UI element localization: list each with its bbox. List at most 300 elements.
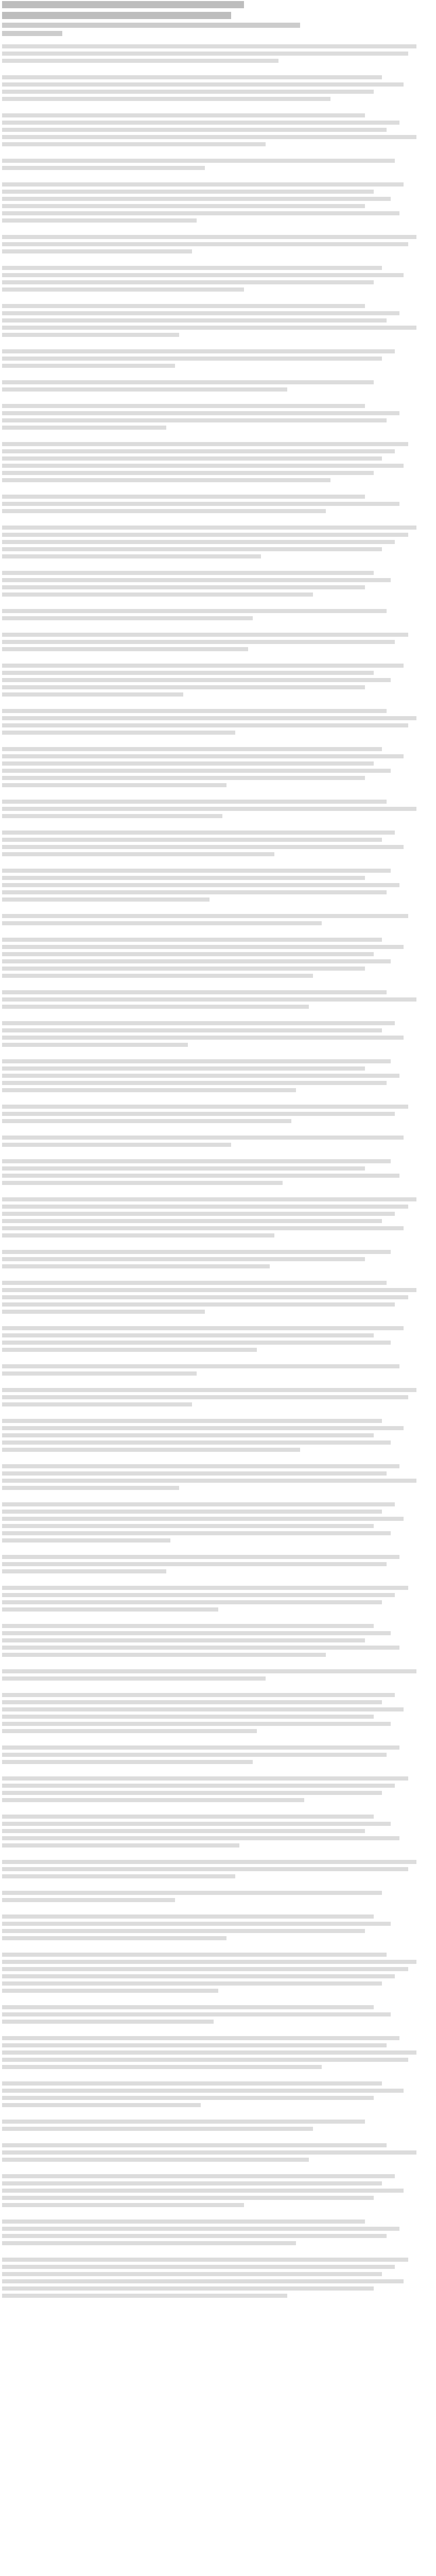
paragraph-placeholder: [2, 349, 434, 368]
text-line-placeholder: [2, 2241, 296, 2245]
paragraph-placeholder: [2, 1624, 434, 1657]
text-line-placeholder: [2, 1402, 192, 1406]
text-line-placeholder: [2, 1395, 408, 1399]
text-line-placeholder: [2, 1936, 226, 1940]
text-line-placeholder: [2, 2174, 395, 2178]
text-line-placeholder: [2, 333, 179, 337]
paragraph-placeholder: [2, 2219, 434, 2245]
paragraph-placeholder: [2, 914, 434, 925]
text-line-placeholder: [2, 2043, 387, 2047]
paragraph-placeholder: [2, 1250, 434, 1268]
text-line-placeholder: [2, 2279, 404, 2283]
text-line-placeholder: [2, 1784, 395, 1788]
text-line-placeholder: [2, 571, 374, 575]
paragraph-placeholder: [2, 1419, 434, 1452]
text-line-placeholder: [2, 869, 391, 873]
text-line-placeholder: [2, 1502, 395, 1506]
title-placeholder-line: [2, 12, 231, 19]
text-line-placeholder: [2, 692, 183, 697]
text-line-placeholder: [2, 2096, 374, 2100]
paragraph-placeholder: [2, 571, 434, 597]
subtitle-placeholder-line: [2, 31, 62, 36]
paragraph-placeholder: [2, 266, 434, 292]
paragraph-placeholder: [2, 526, 434, 558]
paragraph-placeholder: [2, 1159, 434, 1185]
paragraph-placeholder: [2, 1364, 434, 1376]
paragraph-placeholder: [2, 664, 434, 697]
text-line-placeholder: [2, 456, 382, 461]
paragraph-placeholder: [2, 2174, 434, 2207]
text-line-placeholder: [2, 633, 408, 637]
text-line-placeholder: [2, 59, 278, 63]
text-line-placeholder: [2, 852, 274, 856]
text-line-placeholder: [2, 897, 210, 902]
paragraph-placeholder: [2, 633, 434, 651]
article-body-placeholder: [2, 44, 434, 2576]
text-line-placeholder: [2, 2219, 365, 2224]
paragraph-placeholder: [2, 869, 434, 902]
text-line-placeholder: [2, 997, 416, 1002]
paragraph-placeholder: [2, 1693, 434, 1733]
text-line-placeholder: [2, 1981, 382, 1986]
text-line-placeholder: [2, 2143, 387, 2147]
text-line-placeholder: [2, 502, 399, 506]
text-line-placeholder: [2, 1197, 416, 1201]
text-line-placeholder: [2, 2158, 309, 2162]
text-line-placeholder: [2, 776, 365, 780]
text-line-placeholder: [2, 1815, 374, 1819]
text-line-placeholder: [2, 1953, 387, 1957]
text-line-placeholder: [2, 1914, 374, 1919]
title-placeholder-line: [2, 1, 244, 8]
paragraph-placeholder: [2, 442, 434, 482]
text-line-placeholder: [2, 242, 408, 246]
text-line-placeholder: [2, 1426, 404, 1430]
text-line-placeholder: [2, 1836, 399, 1840]
text-line-placeholder: [2, 478, 330, 482]
text-line-placeholder: [2, 266, 382, 270]
text-line-placeholder: [2, 1143, 231, 1147]
text-line-placeholder: [2, 800, 387, 804]
paragraph-placeholder: [2, 1281, 434, 1314]
paragraph-placeholder: [2, 1586, 434, 1612]
paragraph-placeholder: [2, 831, 434, 856]
text-line-placeholder: [2, 2272, 382, 2276]
text-line-placeholder: [2, 1364, 399, 1368]
paragraph-placeholder: [2, 2143, 434, 2162]
text-line-placeholder: [2, 287, 244, 292]
text-line-placeholder: [2, 731, 235, 735]
text-line-placeholder: [2, 716, 416, 720]
text-line-placeholder: [2, 44, 416, 48]
text-line-placeholder: [2, 90, 374, 94]
text-line-placeholder: [2, 1929, 365, 1933]
subtitle-placeholder-line: [2, 23, 300, 28]
text-line-placeholder: [2, 1874, 235, 1878]
text-line-placeholder: [2, 754, 404, 758]
text-line-placeholder: [2, 1288, 416, 1292]
text-line-placeholder: [2, 1693, 395, 1697]
text-line-placeholder: [2, 1136, 404, 1140]
text-line-placeholder: [2, 1326, 404, 1330]
text-line-placeholder: [2, 357, 382, 361]
text-line-placeholder: [2, 1829, 365, 1833]
text-line-placeholder: [2, 1219, 382, 1223]
text-line-placeholder: [2, 845, 404, 849]
text-line-placeholder: [2, 1448, 300, 1452]
text-line-placeholder: [2, 218, 197, 223]
text-line-placeholder: [2, 211, 399, 215]
text-line-placeholder: [2, 404, 365, 408]
text-line-placeholder: [2, 1181, 283, 1185]
text-line-placeholder: [2, 1074, 399, 1078]
text-line-placeholder: [2, 1898, 175, 1902]
text-line-placeholder: [2, 1760, 253, 1764]
text-line-placeholder: [2, 1729, 257, 1733]
text-line-placeholder: [2, 747, 382, 751]
text-line-placeholder: [2, 1586, 408, 1590]
text-line-placeholder: [2, 1607, 218, 1612]
text-line-placeholder: [2, 1174, 399, 1178]
text-line-placeholder: [2, 1005, 309, 1009]
text-line-placeholder: [2, 1088, 296, 1092]
text-line-placeholder: [2, 990, 387, 994]
text-line-placeholder: [2, 1922, 391, 1926]
text-line-placeholder: [2, 1676, 266, 1681]
text-line-placeholder: [2, 2150, 416, 2155]
text-line-placeholder: [2, 442, 408, 446]
paragraph-placeholder: [2, 304, 434, 337]
text-line-placeholder: [2, 1653, 326, 1657]
paragraph-placeholder: [2, 1197, 434, 1238]
text-line-placeholder: [2, 664, 404, 668]
text-line-placeholder: [2, 1250, 391, 1254]
text-line-placeholder: [2, 426, 166, 430]
text-line-placeholder: [2, 273, 404, 277]
text-line-placeholder: [2, 387, 287, 392]
text-line-placeholder: [2, 814, 222, 818]
text-line-placeholder: [2, 1722, 391, 1726]
text-line-placeholder: [2, 914, 408, 918]
text-line-placeholder: [2, 2012, 391, 2016]
text-line-placeholder: [2, 723, 408, 727]
text-line-placeholder: [2, 197, 391, 201]
text-line-placeholder: [2, 890, 387, 894]
text-line-placeholder: [2, 883, 399, 887]
text-line-placeholder: [2, 135, 416, 139]
text-line-placeholder: [2, 1348, 257, 1352]
text-line-placeholder: [2, 2103, 201, 2107]
text-line-placeholder: [2, 554, 261, 558]
text-line-placeholder: [2, 128, 387, 132]
text-line-placeholder: [2, 1388, 416, 1392]
paragraph-placeholder: [2, 609, 434, 620]
paragraph-placeholder: [2, 1326, 434, 1352]
paragraph-placeholder: [2, 1776, 434, 1802]
text-line-placeholder: [2, 2020, 214, 2024]
text-line-placeholder: [2, 1226, 404, 1230]
paragraph-placeholder: [2, 1815, 434, 1848]
text-line-placeholder: [2, 1562, 387, 1566]
text-line-placeholder: [2, 411, 399, 415]
text-line-placeholder: [2, 1112, 395, 1116]
text-line-placeholder: [2, 578, 391, 582]
text-line-placeholder: [2, 1860, 416, 1864]
text-line-placeholder: [2, 1371, 197, 1376]
text-line-placeholder: [2, 190, 374, 194]
text-line-placeholder: [2, 709, 387, 713]
text-line-placeholder: [2, 235, 416, 239]
paragraph-placeholder: [2, 1669, 434, 1681]
text-line-placeholder: [2, 533, 408, 537]
text-line-placeholder: [2, 449, 395, 453]
paragraph-placeholder: [2, 159, 434, 170]
text-line-placeholder: [2, 2089, 404, 2093]
text-line-placeholder: [2, 318, 387, 323]
paragraph-placeholder: [2, 495, 434, 513]
text-line-placeholder: [2, 1960, 416, 1964]
text-line-placeholder: [2, 1081, 387, 1085]
paragraph-placeholder: [2, 1464, 434, 1490]
paragraph-placeholder: [2, 2036, 434, 2069]
text-line-placeholder: [2, 52, 408, 56]
text-line-placeholder: [2, 921, 322, 925]
text-line-placeholder: [2, 326, 416, 330]
text-line-placeholder: [2, 1166, 365, 1171]
text-line-placeholder: [2, 2065, 322, 2069]
text-line-placeholder: [2, 2005, 374, 2009]
text-line-placeholder: [2, 159, 395, 163]
text-line-placeholder: [2, 1257, 365, 1261]
text-line-placeholder: [2, 1043, 188, 1047]
text-line-placeholder: [2, 1646, 399, 1650]
text-line-placeholder: [2, 1464, 399, 1468]
paragraph-placeholder: [2, 235, 434, 253]
text-line-placeholder: [2, 2181, 382, 2185]
paragraph-placeholder: [2, 1388, 434, 1406]
text-line-placeholder: [2, 1669, 416, 1673]
paragraph-placeholder: [2, 2005, 434, 2024]
text-line-placeholder: [2, 1715, 374, 1719]
text-line-placeholder: [2, 761, 374, 766]
text-line-placeholder: [2, 2203, 244, 2207]
text-line-placeholder: [2, 1700, 382, 1704]
paragraph-placeholder: [2, 1021, 434, 1047]
text-line-placeholder: [2, 876, 365, 880]
paragraph-placeholder: [2, 2120, 434, 2131]
text-line-placeholder: [2, 1471, 387, 1476]
paragraph-placeholder: [2, 1745, 434, 1764]
paragraph-placeholder: [2, 44, 434, 63]
text-line-placeholder: [2, 349, 395, 353]
text-line-placeholder: [2, 304, 365, 308]
text-line-placeholder: [2, 959, 391, 963]
text-line-placeholder: [2, 311, 399, 315]
text-line-placeholder: [2, 2265, 395, 2269]
paragraph-placeholder: [2, 1059, 434, 1092]
paragraph-placeholder: [2, 1555, 434, 1573]
paragraph-placeholder: [2, 113, 434, 146]
text-line-placeholder: [2, 1600, 382, 1604]
text-line-placeholder: [2, 1638, 365, 1642]
paragraph-placeholder: [2, 709, 434, 735]
text-line-placeholder: [2, 2196, 374, 2200]
text-line-placeholder: [2, 418, 387, 422]
text-line-placeholder: [2, 464, 404, 468]
text-line-placeholder: [2, 640, 395, 644]
paragraph-placeholder: [2, 1953, 434, 1993]
text-line-placeholder: [2, 75, 382, 79]
text-line-placeholder: [2, 2227, 399, 2231]
text-line-placeholder: [2, 1510, 382, 1514]
text-line-placeholder: [2, 1302, 395, 1307]
text-line-placeholder: [2, 2058, 408, 2062]
text-line-placeholder: [2, 1310, 205, 1314]
text-line-placeholder: [2, 495, 365, 499]
text-line-placeholder: [2, 1205, 408, 1209]
text-line-placeholder: [2, 471, 374, 475]
paragraph-placeholder: [2, 1891, 434, 1902]
text-line-placeholder: [2, 1059, 391, 1063]
text-line-placeholder: [2, 2120, 365, 2124]
paragraph-placeholder: [2, 2258, 434, 2298]
text-line-placeholder: [2, 1159, 391, 1163]
text-line-placeholder: [2, 807, 416, 811]
text-line-placeholder: [2, 509, 326, 513]
text-line-placeholder: [2, 1281, 387, 1285]
text-line-placeholder: [2, 204, 365, 208]
text-line-placeholder: [2, 121, 399, 125]
text-line-placeholder: [2, 1517, 404, 1521]
paragraph-placeholder: [2, 1502, 434, 1543]
text-line-placeholder: [2, 540, 395, 544]
paragraph-placeholder: [2, 938, 434, 978]
text-line-placeholder: [2, 769, 391, 773]
text-line-placeholder: [2, 1119, 291, 1123]
text-line-placeholder: [2, 1776, 408, 1781]
text-line-placeholder: [2, 1707, 404, 1711]
text-line-placeholder: [2, 380, 374, 384]
text-line-placeholder: [2, 671, 374, 675]
text-line-placeholder: [2, 1538, 170, 1543]
text-line-placeholder: [2, 2234, 387, 2238]
text-line-placeholder: [2, 1419, 382, 1423]
text-line-placeholder: [2, 616, 253, 620]
text-line-placeholder: [2, 113, 365, 117]
paragraph-placeholder: [2, 1105, 434, 1123]
text-line-placeholder: [2, 592, 313, 597]
text-line-placeholder: [2, 1822, 391, 1826]
text-line-placeholder: [2, 2050, 416, 2055]
paragraph-placeholder: [2, 1914, 434, 1940]
text-line-placeholder: [2, 647, 248, 651]
text-line-placeholder: [2, 585, 365, 589]
paragraph-placeholder: [2, 182, 434, 223]
text-line-placeholder: [2, 1264, 270, 1268]
text-line-placeholder: [2, 945, 404, 949]
text-line-placeholder: [2, 831, 395, 835]
text-line-placeholder: [2, 1433, 374, 1437]
text-line-placeholder: [2, 1745, 399, 1750]
text-line-placeholder: [2, 2258, 408, 2262]
text-line-placeholder: [2, 82, 404, 87]
text-line-placeholder: [2, 1555, 399, 1559]
text-line-placeholder: [2, 1105, 408, 1109]
text-line-placeholder: [2, 685, 365, 689]
text-line-placeholder: [2, 2036, 399, 2040]
text-line-placeholder: [2, 1967, 408, 1971]
text-line-placeholder: [2, 678, 391, 682]
text-line-placeholder: [2, 609, 387, 613]
text-line-placeholder: [2, 2286, 374, 2291]
article-heading-placeholder: [2, 1, 434, 37]
text-line-placeholder: [2, 526, 416, 530]
text-line-placeholder: [2, 1891, 382, 1895]
paragraph-placeholder: [2, 380, 434, 392]
text-line-placeholder: [2, 1479, 416, 1483]
text-line-placeholder: [2, 952, 374, 956]
text-line-placeholder: [2, 1028, 382, 1032]
paragraph-placeholder: [2, 1860, 434, 1878]
paragraph-placeholder: [2, 747, 434, 787]
text-line-placeholder: [2, 1867, 408, 1871]
text-line-placeholder: [2, 1486, 179, 1490]
text-line-placeholder: [2, 1624, 374, 1628]
paragraph-placeholder: [2, 2081, 434, 2107]
text-line-placeholder: [2, 1524, 374, 1528]
text-line-placeholder: [2, 1791, 382, 1795]
text-line-placeholder: [2, 1341, 391, 1345]
text-line-placeholder: [2, 142, 266, 146]
text-line-placeholder: [2, 97, 330, 101]
text-line-placeholder: [2, 182, 404, 187]
text-line-placeholder: [2, 967, 365, 971]
text-line-placeholder: [2, 1631, 391, 1635]
text-line-placeholder: [2, 2189, 404, 2193]
text-line-placeholder: [2, 1066, 365, 1071]
text-line-placeholder: [2, 2294, 287, 2298]
text-line-placeholder: [2, 1843, 239, 1848]
text-line-placeholder: [2, 1021, 395, 1025]
text-line-placeholder: [2, 838, 382, 842]
text-line-placeholder: [2, 783, 226, 787]
text-line-placeholder: [2, 2081, 382, 2086]
text-line-placeholder: [2, 974, 313, 978]
text-line-placeholder: [2, 1233, 274, 1238]
text-line-placeholder: [2, 1569, 166, 1573]
text-line-placeholder: [2, 364, 175, 368]
text-line-placeholder: [2, 1440, 391, 1445]
paragraph-placeholder: [2, 404, 434, 430]
text-line-placeholder: [2, 1593, 395, 1597]
paragraph-placeholder: [2, 1136, 434, 1147]
text-line-placeholder: [2, 938, 382, 942]
paragraph-placeholder: [2, 75, 434, 101]
text-line-placeholder: [2, 249, 192, 253]
paragraph-placeholder: [2, 990, 434, 1009]
text-line-placeholder: [2, 2127, 313, 2131]
text-line-placeholder: [2, 1753, 387, 1757]
paragraph-placeholder: [2, 800, 434, 818]
text-line-placeholder: [2, 1333, 374, 1337]
text-line-placeholder: [2, 166, 205, 170]
text-line-placeholder: [2, 1798, 304, 1802]
text-line-placeholder: [2, 1295, 408, 1299]
text-line-placeholder: [2, 280, 374, 284]
text-line-placeholder: [2, 1212, 395, 1216]
text-line-placeholder: [2, 1989, 218, 1993]
text-line-placeholder: [2, 1531, 391, 1535]
